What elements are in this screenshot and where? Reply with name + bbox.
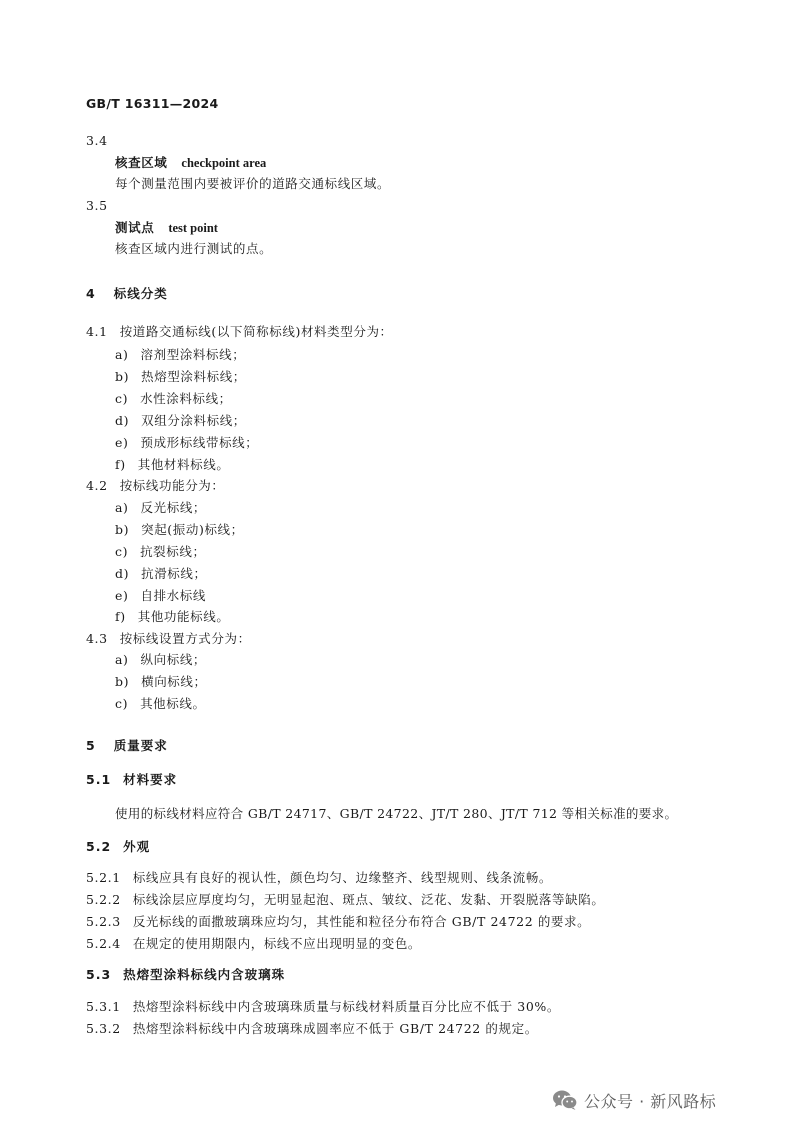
subsection-heading (86, 839, 150, 855)
list-item (115, 391, 232, 407)
section-title: 标线分类 (113, 286, 168, 301)
list-text: 抗滑标线； (141, 566, 207, 581)
list-item (115, 435, 258, 451)
list-item (115, 413, 246, 429)
list-marker: f) (115, 609, 126, 624)
term-definition: 核查区域内进行测试的点。 (115, 241, 273, 256)
list-item (115, 522, 244, 538)
list-text: 反光标线； (140, 500, 207, 515)
clause-number: 5.2.1 (86, 870, 121, 885)
list-marker: e) (115, 435, 129, 450)
term-name-zh: 测试点 (115, 220, 155, 235)
clause-number: 5.3.1 (86, 999, 121, 1014)
list-marker: f) (115, 457, 126, 472)
section-heading (86, 286, 168, 302)
section-heading (86, 738, 168, 754)
clause (86, 478, 225, 494)
term-name-en: test point (168, 221, 218, 235)
paragraph: 使用的标线材料应符合 GB/T 24717、GB/T 24722、JT/T 280、JT/T 712 等相关标准的要求。 (115, 806, 678, 821)
list-marker: b) (115, 369, 130, 384)
subsection-title: 外观 (123, 839, 151, 854)
list-text: 其他标线。 (140, 696, 206, 711)
section-title: 质量要求 (113, 738, 168, 753)
clause-text: 按标线设置方式分为： (119, 631, 251, 646)
clause-text: 标线涂层应厚度均匀，无明显起泡、斑点、皱纹、泛花、发黏、开裂脱落等缺陷。 (132, 892, 605, 907)
watermark-text: 公众号 · 新风路标 (584, 1091, 717, 1111)
clause-number: 4.3 (86, 631, 108, 646)
list-item (115, 500, 206, 516)
list-item (115, 652, 206, 668)
subsection-title: 材料要求 (123, 772, 178, 787)
list-text: 预成形标线带标线； (140, 435, 259, 450)
wechat-icon (552, 1089, 578, 1111)
clause-text: 在规定的使用期限内，标线不应出现明显的变色。 (132, 936, 422, 951)
clause (86, 324, 393, 340)
list-text: 自排水标线 (140, 588, 206, 603)
list-item (115, 674, 207, 690)
term-heading (115, 220, 218, 236)
section-number: 5 (86, 738, 96, 753)
subsection-number: 5.3 (86, 967, 112, 982)
clause-text: 按标线功能分为： (119, 478, 225, 493)
clause (86, 870, 552, 886)
list-item (115, 544, 206, 560)
list-item (115, 609, 229, 625)
list-marker: b) (115, 522, 130, 537)
list-text: 其他材料标线。 (137, 457, 230, 472)
clause (86, 914, 590, 930)
clause-text: 热熔型涂料标线中内含玻璃珠成圆率应不低于 GB/T 24722 的规定。 (132, 1021, 538, 1036)
subsection-heading (86, 967, 285, 983)
list-marker: a) (115, 500, 129, 515)
list-marker: a) (115, 347, 129, 362)
subsection-title: 热熔型涂料标线内含玻璃珠 (123, 967, 286, 982)
list-marker: c) (115, 391, 129, 406)
term-name-en: checkpoint area (181, 156, 267, 170)
list-item (115, 347, 245, 363)
list-marker: d) (115, 413, 130, 428)
subsection-number: 5.1 (86, 772, 112, 787)
clause-number: 5.2.3 (86, 914, 121, 929)
list-marker: d) (115, 566, 130, 581)
list-item (115, 588, 206, 604)
term-name-zh: 核查区域 (115, 155, 168, 170)
list-text: 抗裂标线； (140, 544, 206, 559)
clause-number: 5.2.4 (86, 936, 121, 951)
list-marker: a) (115, 652, 129, 667)
term-number: 3.4 (86, 133, 108, 148)
list-item (115, 566, 207, 582)
clause (86, 936, 421, 952)
clause (86, 1021, 538, 1037)
clause-number: 4.2 (86, 478, 108, 493)
clause (86, 999, 560, 1015)
clause-number: 5.3.2 (86, 1021, 121, 1036)
list-text: 溶剂型涂料标线； (140, 347, 246, 362)
list-text: 突起(振动)标线； (141, 522, 244, 537)
list-text: 热熔型涂料标线； (141, 369, 246, 384)
list-text: 双组分涂料标线； (141, 413, 246, 428)
section-number: 4 (86, 286, 96, 301)
term-heading (115, 155, 266, 171)
list-text: 横向标线； (141, 674, 207, 689)
list-item (115, 369, 246, 385)
list-text: 其他功能标线。 (137, 609, 230, 624)
term-definition: 每个测量范围内要被评价的道路交通标线区域。 (115, 176, 391, 191)
list-item (115, 457, 229, 473)
clause-text: 标线应具有良好的视认性，颜色均匀、边缘整齐、线型规则、线条流畅。 (132, 870, 553, 885)
list-marker: e) (115, 588, 129, 603)
clause (86, 892, 604, 908)
clause-text: 按道路交通标线(以下简称标线)材料类型分为： (119, 324, 393, 339)
subsection-number: 5.2 (86, 839, 112, 854)
list-marker: c) (115, 696, 129, 711)
clause-number: 4.1 (86, 324, 108, 339)
list-marker: b) (115, 674, 130, 689)
list-item (115, 696, 206, 712)
wechat-watermark (552, 1088, 716, 1112)
clause-number: 5.2.2 (86, 892, 121, 907)
subsection-heading (86, 772, 177, 788)
list-text: 纵向标线； (140, 652, 207, 667)
list-marker: c) (115, 544, 129, 559)
list-text: 水性涂料标线； (140, 391, 232, 406)
clause (86, 631, 251, 647)
clause-text: 反光标线的面撒玻璃珠应均匀，其性能和粒径分布符合 GB/T 24722 的要求。 (132, 914, 591, 929)
term-number: 3.5 (86, 198, 108, 213)
standard-code-header: GB/T 16311—2024 (86, 96, 219, 111)
clause-text: 热熔型涂料标线中内含玻璃珠质量与标线材料质量百分比应不低于 30%。 (132, 999, 560, 1014)
